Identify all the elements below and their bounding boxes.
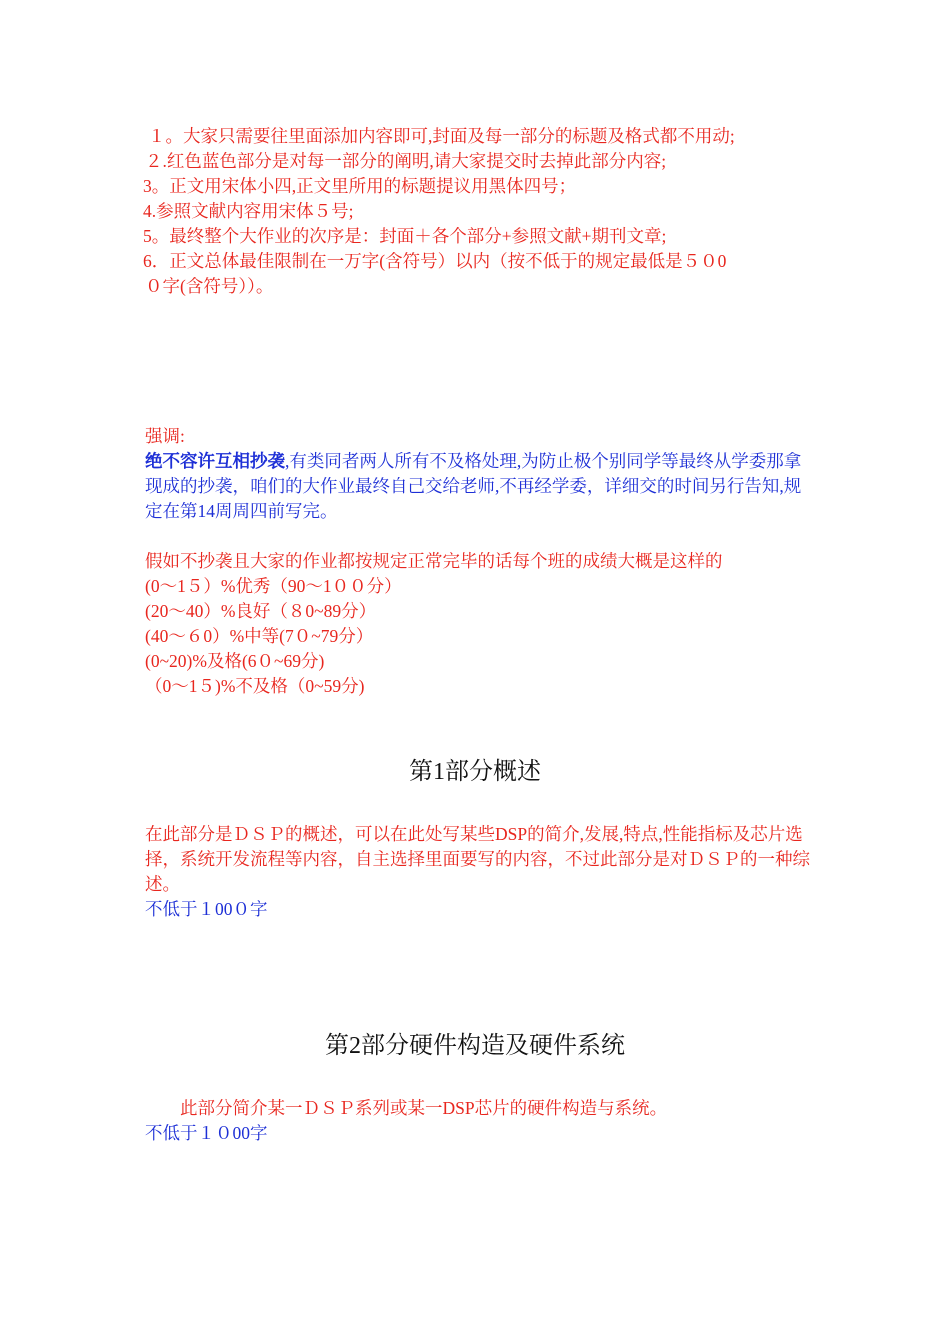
emphasis-paragraph xyxy=(145,449,815,524)
section-1-description: 在此部分是ＤＳＰ的概述，可以在此处写某些DSP的简介,发展,特点,性能指标及芯片选择，系统开发流程等内容，自主选择里面要写的内容，不过此部分是对ＤＳＰ的一种综述。 xyxy=(145,824,810,894)
grade-item-pass: (0~20)%及格(6０~69分) xyxy=(145,651,325,671)
instruction-5: 5。最终整个大作业的次序是：封面＋各个部分+参照文献+期刊文章; xyxy=(143,226,667,246)
instruction-6: 6．正文总体最佳限制在一万字(含符号）以内（按不低于的规定最低是５０0 xyxy=(143,251,727,271)
section-1-title: 第1部分概述 xyxy=(409,759,541,785)
emphasis-bold-text: 绝不容许互相抄袭 xyxy=(145,451,285,471)
instruction-1: １。大家只需要往里面添加内容即可,封面及每一部分的标题及格式都不用动; xyxy=(148,126,735,146)
grades-intro: 假如不抄袭且大家的作业都按规定正常完毕的话每个班的成绩大概是这样的 xyxy=(145,551,723,571)
section-2-description: 此部分简介某一ＤＳＰ系列或某一DSP芯片的硬件构造与系统。 xyxy=(180,1098,668,1118)
emphasis-label: 强调: xyxy=(145,426,185,446)
grade-item-good: (20～40）%良好（８0~89分） xyxy=(145,601,377,621)
instruction-2: ２.红色蓝色部分是对每一部分的阐明,请大家提交时去掉此部分内容; xyxy=(145,151,667,171)
section-2-title: 第2部分硬件构造及硬件系统 xyxy=(325,1033,625,1059)
instruction-6-continued: ０字(含符号））。 xyxy=(145,276,274,296)
section-1-word-limit: 不低于１00０字 xyxy=(145,899,268,919)
grade-item-excellent: (0～1５）%优秀（90～1００分） xyxy=(145,576,402,596)
instruction-3: 3。正文用宋体小四,正文里所用的标题提议用黑体四号； xyxy=(143,176,577,196)
grade-item-medium: (40～６0）%中等(7０~79分） xyxy=(145,626,374,646)
instruction-4: 4.参照文献内容用宋体５号; xyxy=(143,201,354,221)
emphasis-rest-text: ,有类同者两人所有不及格处理,为防止极个别同学等最终从学委那拿现成的抄袭，咱们的大作业最终自己交给老师,不再经学委，详细交的时间另行告知,规定在第14周周四前写完。 xyxy=(145,451,802,521)
grade-item-fail: （0～1５)%不及格（0~59分) xyxy=(145,676,365,696)
section-2-word-limit: 不低于１０00字 xyxy=(145,1123,268,1143)
